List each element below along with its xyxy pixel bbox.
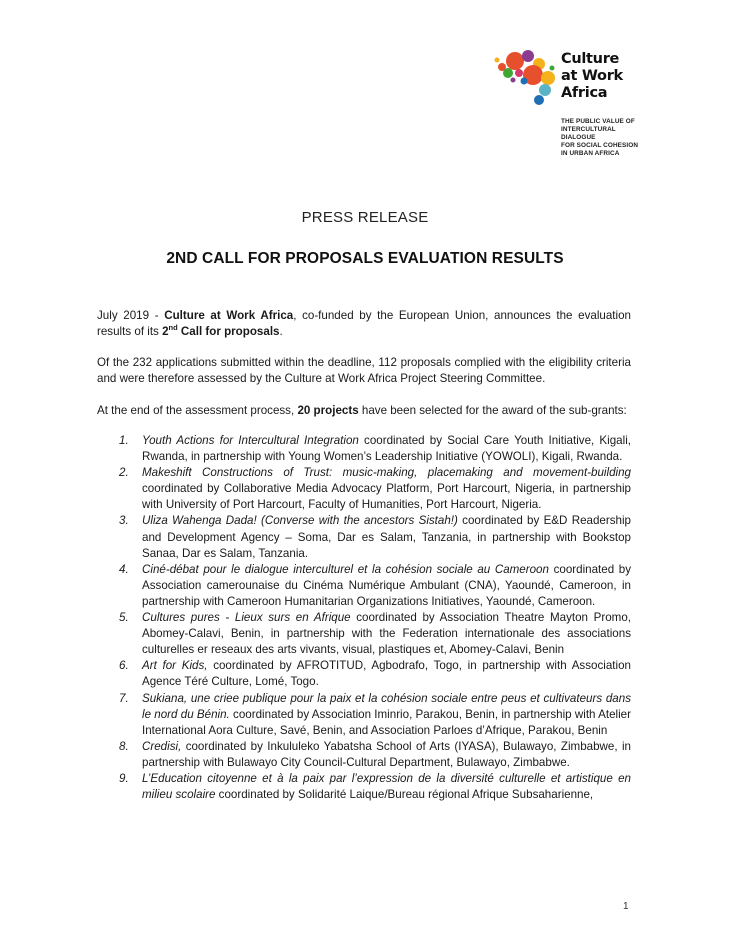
project-title: Youth Actions for Intercultural Integration (142, 434, 359, 447)
call-name: Call for proposals (177, 325, 280, 338)
list-item-number: 3. (119, 514, 129, 528)
logo-tagline (561, 118, 641, 158)
list-item-number: 6. (119, 659, 129, 673)
logo-tagline-line: THE PUBLIC VALUE OF (561, 118, 635, 125)
project-title: Sukiana, une criee publique pour la paix et la cohésion sociale entre peus et cultivateurs dans le nord du Bénin. (142, 691, 631, 721)
call-number: 2 (162, 325, 169, 338)
logo-tagline-line: FOR SOCIAL COHESION (561, 142, 639, 149)
project-title: Uliza Wahenga Dada! (Converse with the ancestors Sistah!) (142, 514, 458, 528)
selection-count: 20 projects (297, 404, 359, 417)
project-description: coordinated by Association camerounaise du Cinéma Numérique Ambulant (CNA), Yaoundé, Cameroon, in partnership with Cameroon Humanitarian Organizations Initiatives, Yaoundé, Cameroon. (142, 562, 632, 608)
logo-tagline-line: IN URBAN AFRICA (561, 150, 620, 157)
logo-word-at-work: at Work (561, 68, 623, 84)
list-item-number: 1. (119, 434, 129, 447)
selection-paragraph (97, 403, 631, 419)
list-item (97, 562, 631, 610)
project-list (97, 433, 631, 803)
project-description: coordinated by Inkululeko Yabatsha School of Arts (IYASA), Bulawayo, Zimbabwe, in partnership with Bulawayo City Council-Cultural Department, Bulawayo, Zimbabwe. (142, 739, 631, 769)
project-title: Credisi, (142, 739, 182, 753)
list-item (97, 610, 631, 658)
logo-circles-icon (488, 48, 560, 110)
logo-tagline-line: INTERCULTURAL DIALOGUE (561, 126, 616, 141)
selection-text-after: have been selected for the award of the sub-grants: (358, 404, 627, 417)
press-release-label: PRESS RELEASE (301, 209, 429, 226)
intro-org-name: Culture at Work Africa (164, 309, 294, 322)
list-item (97, 691, 631, 739)
project-description: coordinated by Social Care Youth Initiative, Kigali, Rwanda, in partnership with Young Women’s Leadership Initiative (YOWOLI), Kigali, Rwanda. (142, 434, 631, 464)
intro-end: . (279, 325, 283, 338)
project-description: coordinated by AFROTITUD, Agbodrafo, Togo, in partnership with Association Agence Téré Culture, Lomé, Togo. (142, 659, 631, 689)
list-item-number: 2. (119, 466, 129, 480)
list-item-number: 9. (119, 771, 129, 785)
list-item-number: 7. (119, 691, 129, 705)
intro-date: July 2019 - (97, 309, 165, 322)
intro-call-number (162, 325, 279, 338)
selection-text-before: At the end of the assessment process, (97, 404, 298, 417)
project-title: Ciné-débat pour le dialogue interculturel et la cohésion sociale au Cameroon (142, 562, 549, 576)
intro-paragraph (97, 308, 631, 340)
list-item (97, 771, 631, 803)
applications-paragraph: Of the 232 applications submitted within the deadline, 112 proposals complied with the eligibility criteria and were therefore assessed by the Culture at Work Africa Project Steering Committee. (97, 356, 631, 385)
project-title: Cultures pures - Lieux surs en Afrique (142, 611, 351, 625)
list-item-number: 8. (119, 739, 129, 753)
project-description: coordinated by Association Theatre Mayton Promo, Abomey-Calavi, Benin, in partnership with the Federation internationale des associations culturelles er reseaux des arts vivants, visual, plastiques et, Abomey-Calavi, Benin (142, 611, 631, 657)
culture-at-work-africa-logo (488, 48, 638, 163)
project-title: L’Education citoyenne et à la paix par l’expression de la diversité culturelle et artistique en milieu scolaire (142, 771, 631, 802)
call-number-suffix: nd (168, 323, 178, 333)
intro-text: , co-funded by the European Union, announces the evaluation results of its (97, 309, 631, 338)
project-title: Art for Kids, (142, 659, 208, 673)
page-number: 1 (623, 901, 629, 912)
list-item (97, 465, 631, 513)
project-description: coordinated by Solidarité Laique/Bureau régional Afrique Subsaharienne, (215, 788, 594, 802)
project-title: Makeshift Constructions of Trust: music-making, placemaking and movement-building (142, 466, 631, 480)
logo-word-africa: Africa (561, 85, 608, 101)
list-item (97, 433, 631, 465)
list-item-number: 4. (119, 562, 129, 576)
page-title: 2ND CALL FOR PROPOSALS EVALUATION RESULTS (166, 250, 564, 267)
project-description: coordinated by Collaborative Media Advocacy Platform, Port Harcourt, Nigeria, in partnership with University of Port Harcourt, Faculty of Humanities, Port Harcourt, Nigeria. (142, 482, 631, 512)
list-item-number: 5. (119, 611, 129, 625)
project-description: coordinated by Association Iminrio, Parakou, Benin, in partnership with Atelier International Aora Culture, Savé, Benin, and Association Parloes d’Afrique, Parakou, Benin (142, 707, 631, 737)
logo-word-culture: Culture (561, 51, 620, 67)
list-item (97, 658, 631, 690)
list-item (97, 739, 631, 771)
list-item (97, 513, 631, 561)
project-description: coordinated by E&D Readership and Development Agency – Soma, Dar es Salam, Tanzania, in partnership with Bookstop Sanaa, Dar es Salam, Tanzania. (142, 514, 631, 560)
